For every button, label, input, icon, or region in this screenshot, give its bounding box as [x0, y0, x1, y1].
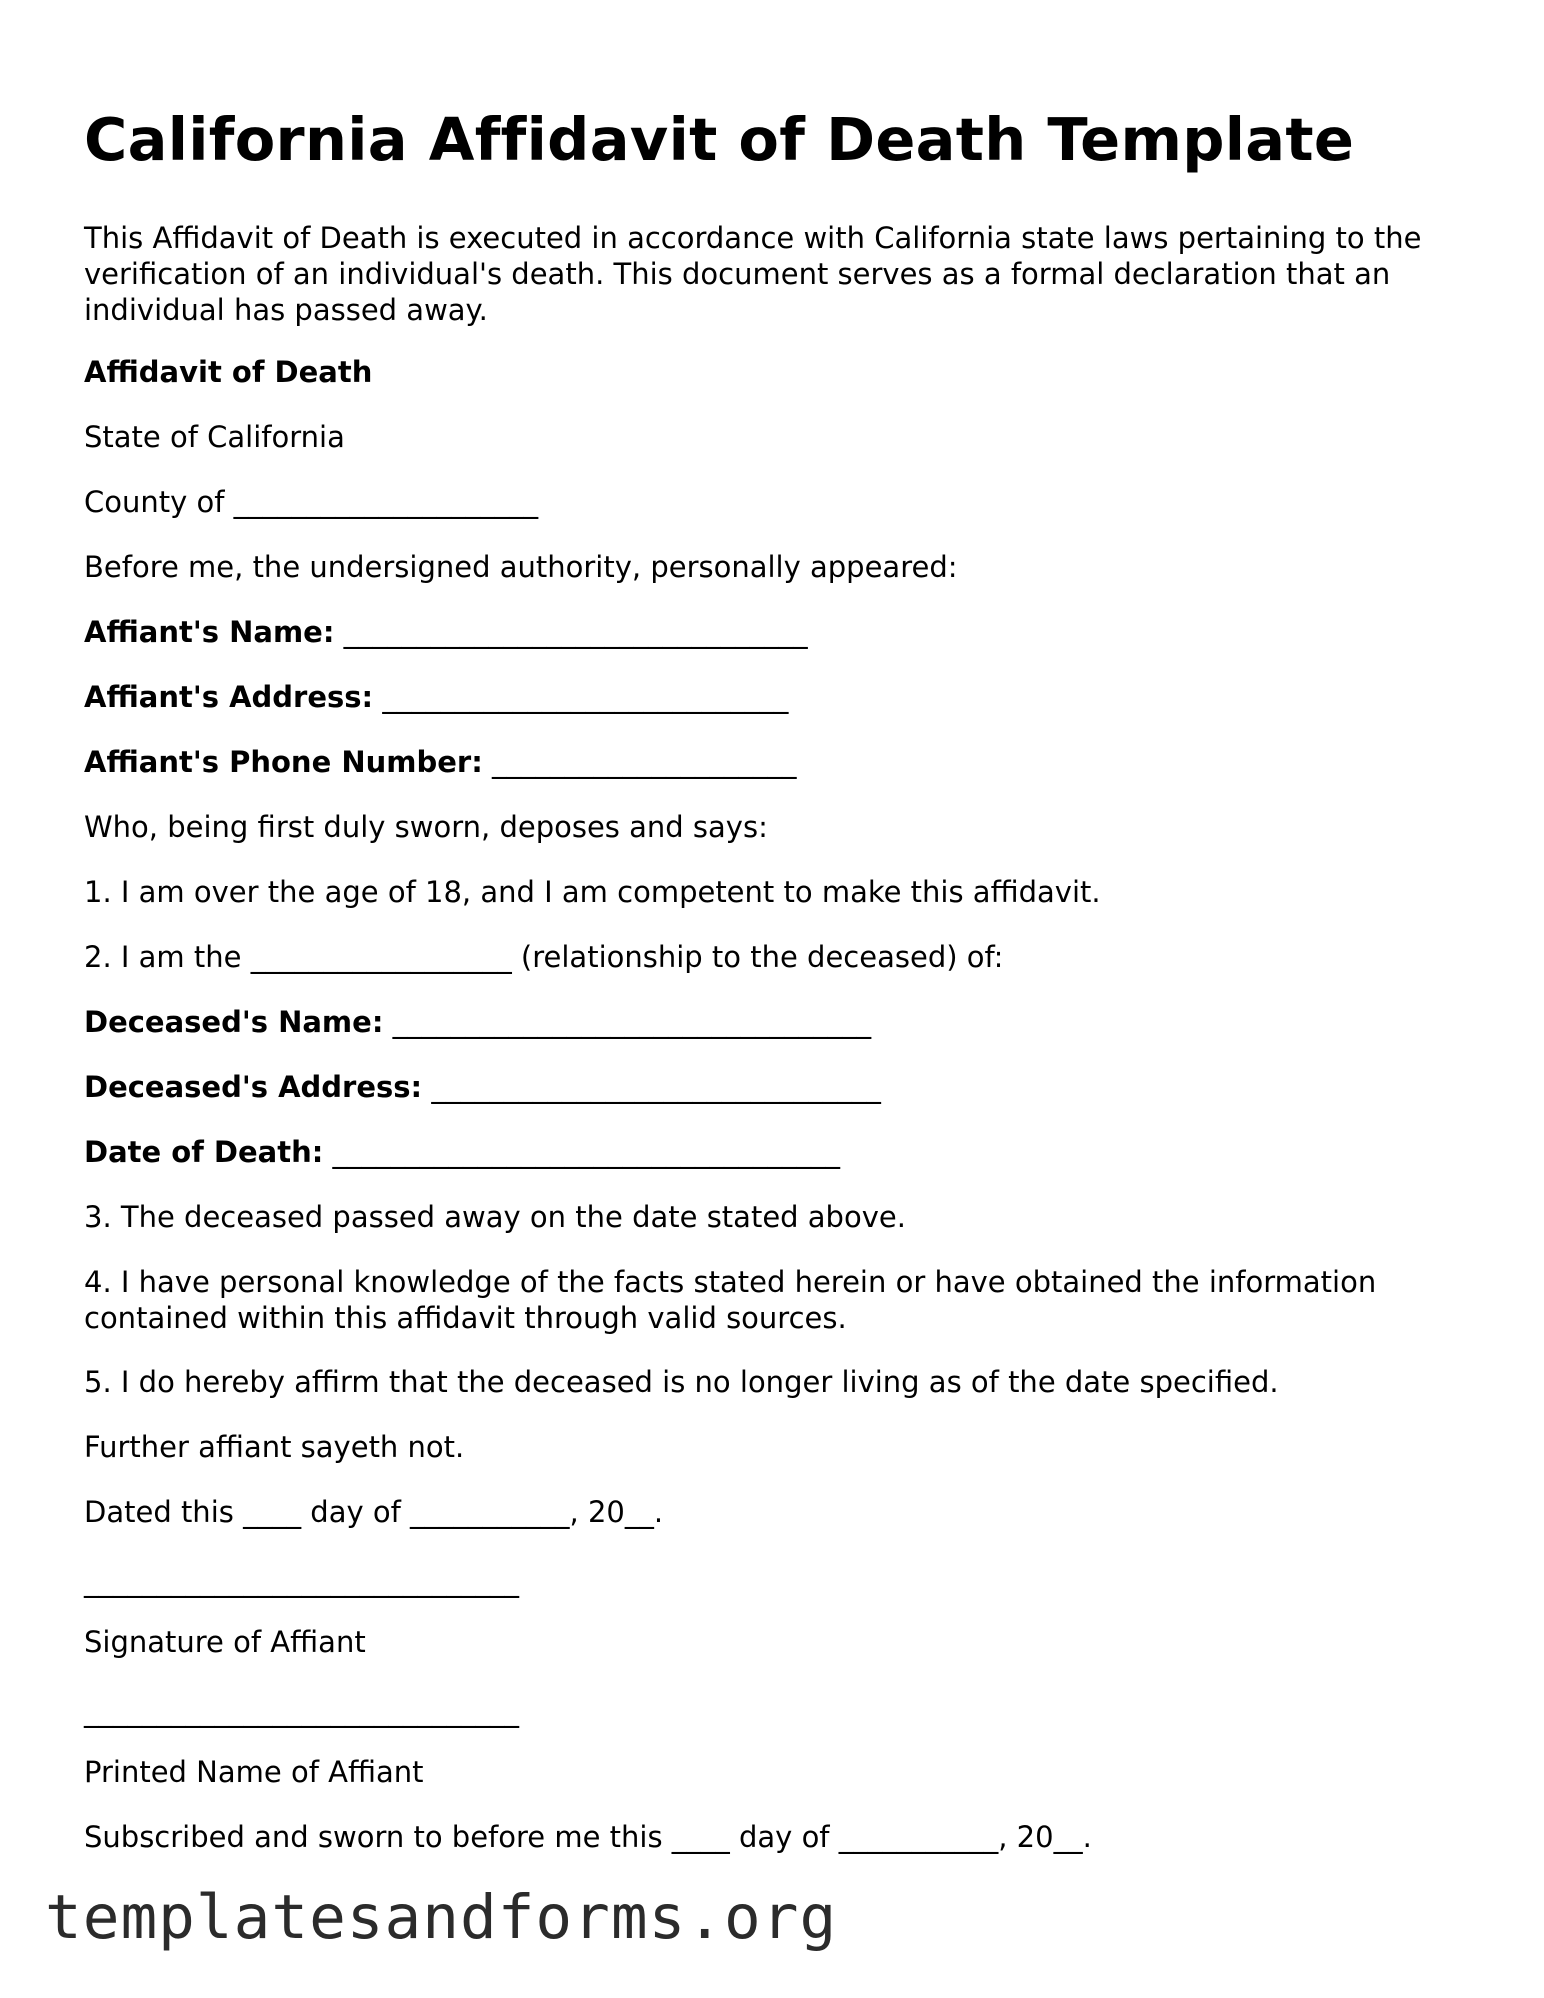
affiant-name-row [84, 614, 808, 650]
affiant-address-row [84, 679, 788, 715]
affidavit-heading: Affidavit of Death [84, 355, 373, 389]
deceased-address-row [84, 1069, 881, 1105]
deceased-name-row [84, 1004, 871, 1040]
date-of-death-row [84, 1134, 840, 1170]
before-me-line: Before me, the undersigned authority, personally appeared: [84, 550, 958, 584]
further-line: Further affiant sayeth not. [84, 1430, 465, 1464]
affiant-phone-label: Affiant's Phone Number: [84, 745, 483, 779]
deceased-name-label: Deceased's Name: [84, 1005, 384, 1039]
affiant-name-blank: ________________________________ [343, 615, 808, 649]
affiant-phone-blank: _____________________ [492, 745, 797, 779]
statement-item-3: 3. The deceased passed away on the date stated above. [84, 1200, 906, 1234]
dated-line: Dated this ____ day of ___________, 20__. [84, 1495, 664, 1529]
printed-name-label: Printed Name of Affiant [84, 1755, 424, 1789]
county-line: County of _____________________ [84, 485, 539, 519]
intro-paragraph: This Affidavit of Death is executed in accordance with California state laws pertaining to the verification of an individual's death. This document serves as a formal declaration that an individual has passed away. [84, 221, 1422, 327]
affiant-address-blank: ____________________________ [382, 680, 789, 714]
affiant-name-label: Affiant's Name: [84, 615, 335, 649]
document-title: California Affidavit of Death Template [84, 105, 1355, 174]
date-of-death-label: Date of Death: [84, 1135, 324, 1169]
deceased-name-blank: _________________________________ [392, 1005, 872, 1039]
signature-blank: ______________________________ [84, 1564, 519, 1598]
deceased-address-label: Deceased's Address: [84, 1070, 423, 1104]
statement-item-2: 2. I am the __________________ (relationship to the deceased) of: [84, 940, 1004, 974]
printed-name-blank: ______________________________ [84, 1694, 519, 1728]
sworn-line: Who, being first duly sworn, deposes and says: [84, 810, 768, 844]
affiant-address-label: Affiant's Address: [84, 680, 374, 714]
deceased-address-blank: _______________________________ [431, 1070, 881, 1104]
statement-item-5: 5. I do hereby affirm that the deceased is no longer living as of the date specified. [84, 1365, 1279, 1399]
signature-label: Signature of Affiant [84, 1625, 366, 1659]
subscribed-line: Subscribed and sworn to before me this ____ day of ___________, 20__. [84, 1820, 1092, 1854]
date-of-death-blank: ___________________________________ [332, 1135, 841, 1169]
affiant-phone-row [84, 744, 797, 780]
statement-item-4: 4. I have personal knowledge of the facts stated herein or have obtained the information contained within this affidavit through valid sources. [84, 1265, 1377, 1335]
statement-item-1: 1. I am over the age of 18, and I am competent to make this affidavit. [84, 875, 1101, 909]
state-line: State of California [84, 420, 345, 454]
watermark: templatesandforms.org [45, 1882, 838, 1953]
